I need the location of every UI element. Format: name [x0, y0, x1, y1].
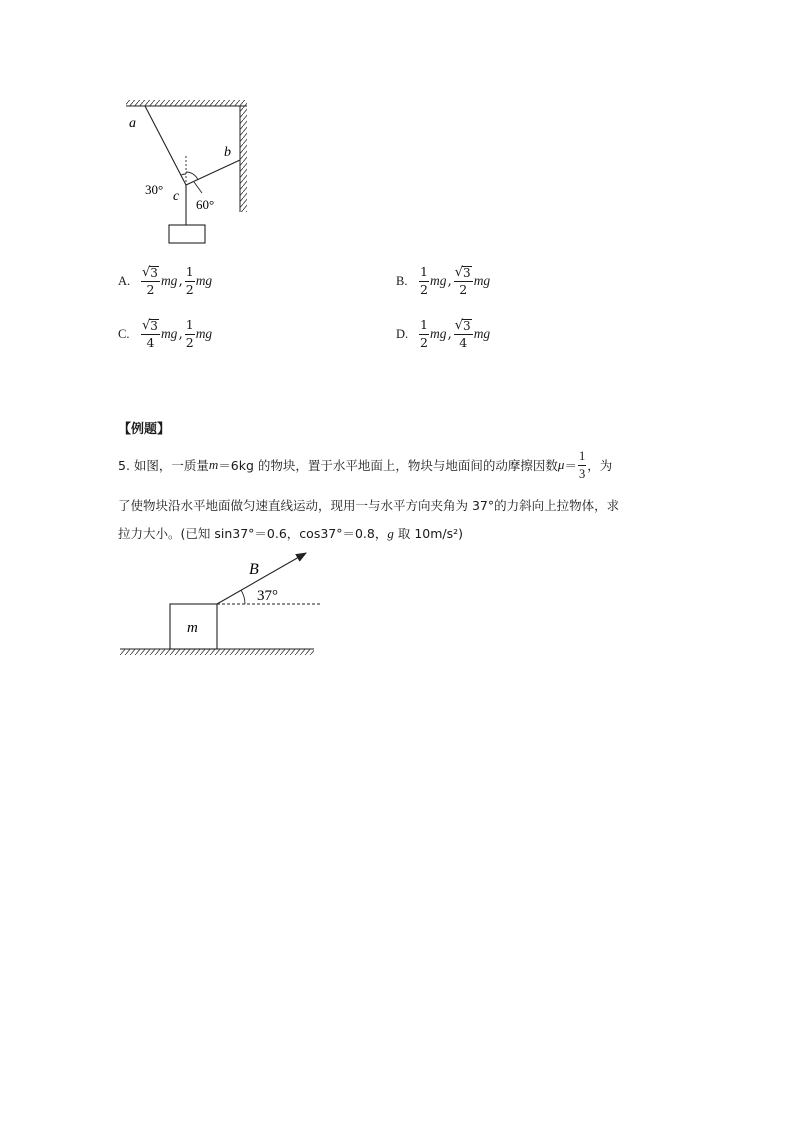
question-line-1: 5. 如图，一质量 m ＝6kg 的物块，置于水平地面上，物块与地面间的动摩擦因数 μ ＝ $\frac{1}{3}$ ，为: [118, 449, 613, 481]
fraction: √ 3 2: [454, 265, 471, 297]
label-b: b: [224, 145, 231, 160]
angle-arc-left: [181, 174, 186, 175]
pulled-block-diagram: [116, 552, 326, 662]
hanging-mass-svg: [118, 96, 258, 251]
option-letter: A.: [118, 273, 131, 288]
fraction: √ 3 4: [454, 318, 471, 350]
option-b[interactable]: B. $\frac{1}{2}$ mg , √ 3 2 mg: [396, 264, 491, 297]
angle-leader: [194, 182, 202, 193]
fraction: √ 3 2: [142, 265, 158, 297]
fraction: √ 3 4: [142, 318, 158, 350]
floor-hatch: [120, 649, 314, 655]
fraction: $\frac{1}{2}$: [420, 264, 428, 297]
fraction: $\frac{1}{2}$: [185, 317, 194, 350]
label-angle-30: 30°: [145, 182, 164, 197]
angle-arc: [241, 590, 245, 604]
fraction: $\frac{1}{2}$: [185, 264, 194, 297]
label-angle-37: 37°: [257, 588, 278, 604]
wall-hatch: [240, 106, 247, 212]
option-letter: B.: [396, 273, 408, 288]
fraction: $\frac{1}{2}$: [420, 317, 428, 350]
option-a[interactable]: A. √ 3 2 mg , $\frac{1}{2}$ mg: [118, 264, 213, 297]
angle-arc-right: [186, 172, 198, 180]
rope-a: [145, 106, 186, 185]
hanging-mass-diagram: [118, 96, 258, 251]
section-title: 【例题】: [118, 422, 171, 437]
label-angle-60: 60°: [196, 197, 215, 212]
label-force-b: B: [249, 561, 259, 578]
block-label: m: [187, 620, 198, 636]
label-c: c: [173, 189, 180, 204]
ceiling-hatch: [126, 100, 247, 106]
option-d[interactable]: D. $\frac{1}{2}$ mg , √ 3 4 mg: [396, 317, 491, 350]
label-a: a: [129, 116, 136, 131]
hanging-block: [169, 225, 205, 243]
question-line-3: 拉力大小。(已知 sin37°＝0.6，cos37°＝0.8，g 取 10m/s²): [118, 526, 464, 541]
pulled-block-svg: [116, 552, 326, 662]
option-letter: D.: [396, 326, 409, 341]
rope-b: [186, 160, 240, 185]
mu-fraction: $\frac{1}{3}$: [578, 449, 586, 481]
option-c[interactable]: C. √ 3 4 mg , $\frac{1}{2}$ mg: [118, 317, 213, 350]
option-letter: C.: [118, 326, 130, 341]
question-line-2: 了使物块沿水平地面做匀速直线运动，现用一与水平方向夹角为 37°的力斜向上拉物体，求: [118, 498, 620, 513]
